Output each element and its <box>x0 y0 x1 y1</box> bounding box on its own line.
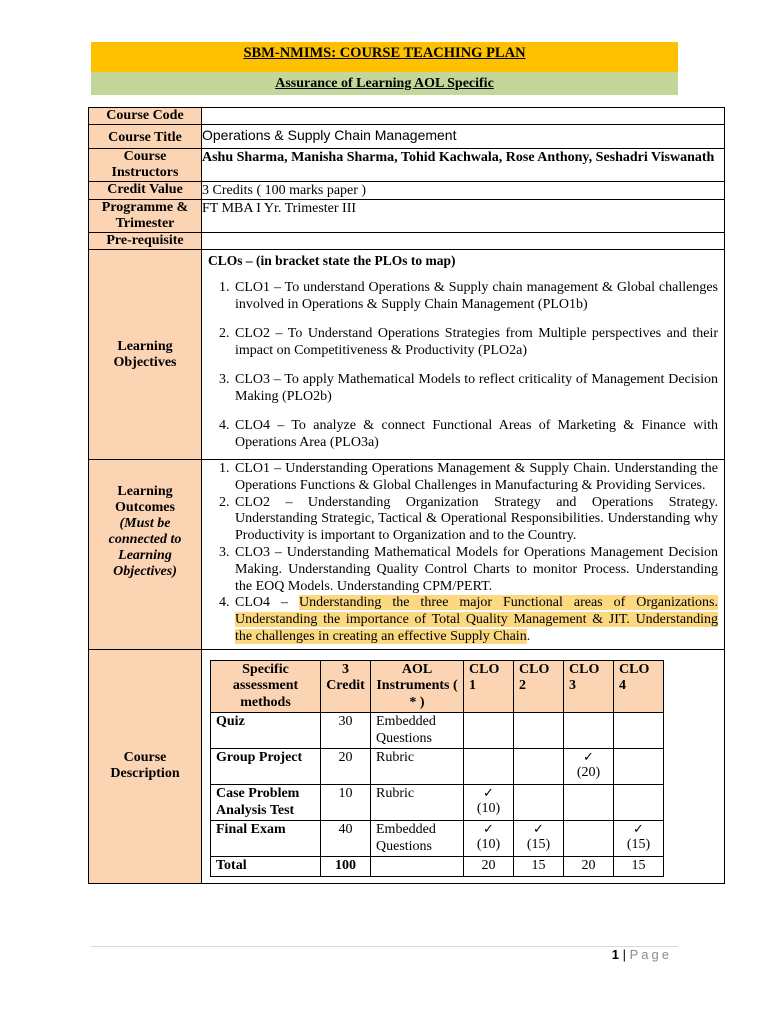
plan-title: SBM-NMIMS: COURSE TEACHING PLAN <box>243 45 526 61</box>
outcomes-label-cell <box>89 460 202 650</box>
total-credit: 100 <box>321 857 371 877</box>
credit-cell: 20 <box>321 749 371 785</box>
row-programme <box>89 200 725 233</box>
credit-value: 3 Credits ( 100 marks paper ) <box>202 182 725 200</box>
header-methods: Specific assessment methods <box>211 660 321 713</box>
plan-subtitle: Assurance of Learning AOL Specific <box>275 76 494 91</box>
plan-title-banner <box>91 42 678 72</box>
clo2-cell <box>514 821 564 857</box>
method-cell: Case Problem Analysis Test <box>211 785 321 821</box>
assessment-header-row <box>211 660 664 713</box>
prerequisite-label: Pre-requisite <box>89 233 202 250</box>
outcome-4-suffix: . <box>526 628 531 644</box>
total-clo4: 15 <box>614 857 664 877</box>
page-word: Page <box>629 947 672 962</box>
instrument-cell: Rubric <box>371 749 464 785</box>
objective-item: 2. CLO2 – To Understand Operations Strategies from Multiple perspectives and their impact on Competitiveness & Productivity (PLO2a) <box>233 325 718 359</box>
clo2-cell <box>514 785 564 821</box>
outcome-item: 3. CLO3 – Understanding Mathematical Models for Operations Management Decision Making. Understanding Quality Control Charts to monitor Process. Understanding the EOQ Models. Understanding CPM/PERT. <box>233 545 718 595</box>
clo1-cell <box>464 749 514 785</box>
checkmark-icon: ✓ <box>583 750 594 766</box>
clo2-cell <box>514 749 564 785</box>
page-footer <box>612 947 672 962</box>
clo3-cell <box>564 713 614 749</box>
table-row <box>211 713 664 749</box>
table-row <box>211 821 664 857</box>
outcome-item: 2. CLO2 – Understanding Organization Strategy and Operations Strategy. Understanding Strategic, Tactical & Operational Responsibilities. Understanding why Productivity is important to Organization and to the Country. <box>233 495 718 545</box>
row-prerequisite <box>89 233 725 250</box>
page-separator: | <box>622 947 626 962</box>
clo4-cell <box>614 713 664 749</box>
checkmark-icon: ✓ <box>533 822 544 838</box>
description-label: Course Description <box>89 649 202 883</box>
instrument-cell: Embedded Questions <box>371 713 464 749</box>
clo4-cell <box>614 785 664 821</box>
clo-weight: (15) <box>626 837 651 853</box>
objective-item: 1. CLO1 – To understand Operations & Supply chain management & Global challenges involved in Operations & Supply Chain Management (PLO1b) <box>233 279 718 313</box>
clo-weight: (10) <box>476 837 501 853</box>
objective-item: 4. CLO4 – To analyze & connect Functional Areas of Marketing & Finance with Operations Area (PLO3a) <box>233 417 718 451</box>
clo4-cell <box>614 821 664 857</box>
clo1-cell <box>464 713 514 749</box>
course-title-label: Course Title <box>89 125 202 149</box>
row-credit <box>89 182 725 200</box>
total-instrument <box>371 857 464 877</box>
credit-cell: 40 <box>321 821 371 857</box>
row-instructors <box>89 149 725 182</box>
programme-value: FT MBA I Yr. Trimester III <box>202 200 725 233</box>
clo3-cell <box>564 785 614 821</box>
row-course-code <box>89 108 725 125</box>
objective-item: 3. CLO3 – To apply Mathematical Models to reflect criticality of Management Decision Making (PLO2b) <box>233 371 718 405</box>
objectives-heading: CLOs – (in bracket state the PLOs to map) <box>208 253 456 268</box>
clo-weight: (10) <box>476 801 501 817</box>
instructors-label: Course Instructors <box>89 149 202 182</box>
outcomes-cell <box>202 460 725 650</box>
outcome-item-4 <box>233 595 718 645</box>
outcomes-label: Learning Outcomes <box>115 483 175 515</box>
credit-cell: 30 <box>321 713 371 749</box>
instrument-cell: Embedded Questions <box>371 821 464 857</box>
header-credit: 3 Credit <box>321 660 371 713</box>
checkmark-icon: ✓ <box>633 822 644 838</box>
objectives-cell <box>202 250 725 460</box>
clo3-cell <box>564 749 614 785</box>
total-clo1: 20 <box>464 857 514 877</box>
table-row <box>211 749 664 785</box>
row-learning-objectives <box>89 250 725 460</box>
clo2-cell <box>514 713 564 749</box>
outcome-4-highlight: Understanding the three major Functional areas of Organizations. Understanding the importance of Total Quality Management & JIT. Understanding the challenges in creating an effective Supply Chain <box>235 595 718 644</box>
objectives-label: Learning Objectives <box>89 250 202 460</box>
total-clo3: 20 <box>564 857 614 877</box>
clo-weight: (20) <box>576 765 601 781</box>
row-learning-outcomes <box>89 460 725 650</box>
total-row <box>211 857 664 877</box>
outcome-item: 1. CLO1 – Understanding Operations Management & Supply Chain. Understanding the Operations Functions & Global Challenges in Manufacturing & Providing Services. <box>233 461 718 495</box>
footer-divider <box>91 946 678 947</box>
row-course-description <box>89 649 725 883</box>
course-code-label: Course Code <box>89 108 202 125</box>
course-title-value: Operations & Supply Chain Management <box>202 125 725 149</box>
table-row <box>211 785 664 821</box>
instructors-value: Ashu Sharma, Manisha Sharma, Tohid Kachwala, Rose Anthony, Seshadri Viswanath <box>202 149 725 182</box>
checkmark-icon: ✓ <box>483 822 494 838</box>
clo1-cell <box>464 785 514 821</box>
objectives-list <box>208 279 718 451</box>
header-clo1: CLO 1 <box>464 660 514 713</box>
course-plan-table <box>88 107 725 884</box>
outcomes-list <box>208 461 718 646</box>
header-aol: AOL Instruments ( * ) <box>371 660 464 713</box>
course-code-value <box>202 108 725 125</box>
header-clo2: CLO 2 <box>514 660 564 713</box>
programme-label: Programme & Trimester <box>89 200 202 233</box>
prerequisite-value <box>202 233 725 250</box>
clo1-cell <box>464 821 514 857</box>
total-label: Total <box>211 857 321 877</box>
outcome-4-prefix: CLO4 – <box>235 595 299 611</box>
row-course-title <box>89 125 725 149</box>
header-clo4: CLO 4 <box>614 660 664 713</box>
assessment-table <box>210 660 664 877</box>
instrument-cell: Rubric <box>371 785 464 821</box>
credit-cell: 10 <box>321 785 371 821</box>
method-cell: Final Exam <box>211 821 321 857</box>
clo3-cell <box>564 821 614 857</box>
clo4-cell <box>614 749 664 785</box>
method-cell: Quiz <box>211 713 321 749</box>
credit-label: Credit Value <box>89 182 202 200</box>
header-clo3: CLO 3 <box>564 660 614 713</box>
outcomes-sublabel: (Must be connected to Learning Objectives) <box>108 515 182 579</box>
plan-subtitle-banner <box>91 72 678 95</box>
clo-weight: (15) <box>526 837 551 853</box>
description-cell <box>202 649 725 883</box>
method-cell: Group Project <box>211 749 321 785</box>
checkmark-icon: ✓ <box>483 786 494 802</box>
page-number: 1 <box>611 947 619 962</box>
total-clo2: 15 <box>514 857 564 877</box>
